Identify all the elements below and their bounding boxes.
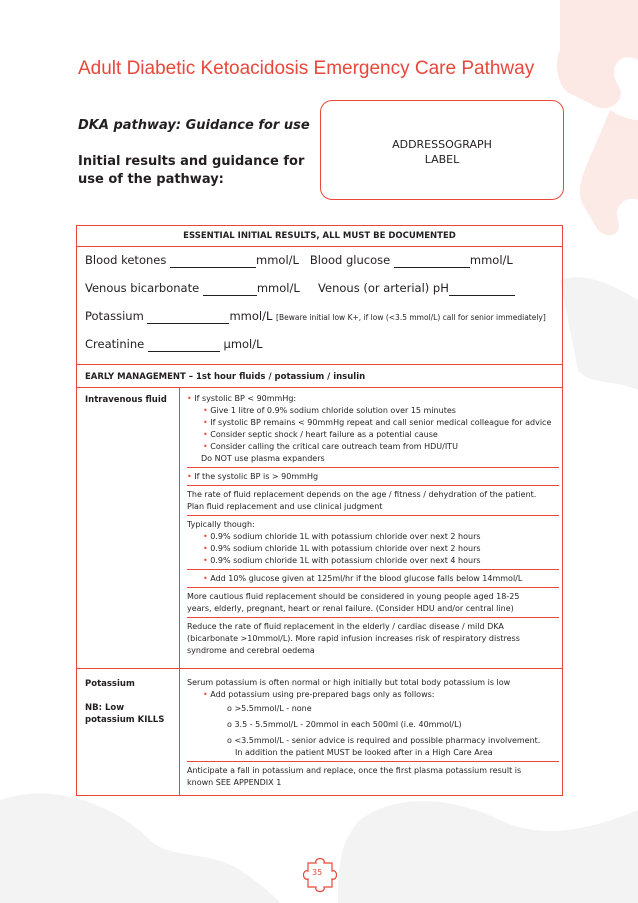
iv-line: More cautious fluid replacement should be considered in young people aged 18-25 <box>187 592 520 601</box>
pot-line: o >5.5mmol/L - none <box>227 704 312 713</box>
early-management-header: EARLY MANAGEMENT – 1st hour fluids / potassium / insulin <box>77 364 562 388</box>
bicarb-unit: mmol/L <box>256 281 300 295</box>
iv-line: Consider septic shock / heart failure as a potential cause <box>210 430 438 439</box>
addressograph-box <box>320 100 564 200</box>
bicarb-field[interactable] <box>203 281 257 296</box>
pot-line: In addition the patient MUST be looked after in a High Care Area <box>235 748 493 757</box>
iv-line: years, elderly, pregnant, heart or renal failure. (Consider HDU and/or central line) <box>187 604 514 613</box>
bullet-icon: • <box>203 442 208 451</box>
iv-line: Consider calling the critical care outreach team from HDU/ITU <box>210 442 458 451</box>
iv-line: If the systolic BP is > 90mmHg <box>194 472 319 481</box>
ketones-label: Blood ketones <box>85 253 167 267</box>
essential-results-header: ESSENTIAL INITIAL RESULTS, ALL MUST BE DOCUMENTED <box>77 226 562 247</box>
bullet-icon: • <box>203 418 208 427</box>
bullet-icon: • <box>203 532 208 541</box>
creatinine-label: Creatinine <box>85 337 145 351</box>
iv-line: 0.9% sodium chloride 1L with potassium chloride over next 2 hours <box>210 532 481 541</box>
iv-line: Give 1 litre of 0.9% sodium chloride solution over 15 minutes <box>210 406 456 415</box>
divider <box>187 467 559 468</box>
results-row-potassium <box>85 309 546 324</box>
divider <box>187 761 559 762</box>
iv-line: If systolic BP < 90mmHg: <box>194 394 297 403</box>
iv-line: Plan fluid replacement and use clinical judgment <box>187 502 383 511</box>
glucose-field[interactable] <box>394 253 470 268</box>
row-divider <box>77 668 562 669</box>
bicarb-label: Venous bicarbonate <box>85 281 200 295</box>
results-row-bicarb-ph <box>85 281 515 296</box>
results-row-creatinine <box>85 337 263 352</box>
pot-line: Serum potassium is often normal or high initially but total body potassium is low <box>187 678 511 687</box>
divider <box>187 485 559 486</box>
iv-line: 0.9% sodium chloride 1L with potassium chloride over next 2 hours <box>210 544 481 553</box>
bullet-icon: • <box>203 690 208 699</box>
iv-line: Typically though: <box>187 520 255 529</box>
divider <box>187 515 559 516</box>
iv-line: Add 10% glucose given at 125ml/hr if the blood glucose falls below 14mmol/L <box>210 574 523 583</box>
pot-line: known SEE APPENDIX 1 <box>187 778 282 787</box>
divider <box>187 587 559 588</box>
bullet-icon: • <box>187 472 192 481</box>
addressograph-line1: ADDRESSOGRAPH <box>392 138 492 151</box>
bullet-icon: • <box>203 556 208 565</box>
potassium-section-label <box>85 678 164 726</box>
glucose-label: Blood glucose <box>309 253 391 267</box>
subtitle-initial-results: Initial results and guidance for use of the pathway: <box>78 154 305 187</box>
column-divider <box>179 388 180 796</box>
bullet-icon: • <box>203 430 208 439</box>
iv-line: Reduce the rate of fluid replacement in the elderly / cardiac disease / mild DKA <box>187 622 504 631</box>
iv-fluid-content <box>187 393 559 657</box>
iv-line: The rate of fluid replacement depends on the age / fitness / dehydration of the patient. <box>187 490 537 499</box>
divider <box>187 617 559 618</box>
divider <box>187 569 559 570</box>
bullet-icon: • <box>203 544 208 553</box>
pot-line: Add potassium using pre-prepared bags only as follows: <box>210 690 435 699</box>
iv-line: (bicarbonate >10mmol/L). More rapid infusion increases risk of respiratory distress <box>187 634 520 643</box>
bullet-icon: • <box>187 394 192 403</box>
ph-label: Venous (or arterial) pH <box>318 281 449 295</box>
page-number: 35 <box>312 868 323 877</box>
iv-line: Do NOT use plasma expanders <box>201 454 325 463</box>
addressograph-line2: LABEL <box>424 153 460 166</box>
pathway-table <box>76 225 563 796</box>
potassium-title: Potassium <box>85 679 135 689</box>
pot-line: Anticipate a fall in potassium and replace, once the first plasma potassium result is <box>187 766 522 775</box>
potassium-unit: mmol/L <box>229 309 273 323</box>
potassium-warning: [Beware initial low K+, if low (<3.5 mmol/L) call for senior immediately] <box>276 313 546 322</box>
iv-line: If systolic BP remains < 90mmHg repeat and call senior medical colleague for advice <box>210 418 552 427</box>
ketones-unit: mmol/L <box>256 253 299 267</box>
potassium-field[interactable] <box>147 309 229 324</box>
potassium-nb-line2: potassium KILLS <box>85 715 165 725</box>
creatinine-field[interactable] <box>148 337 220 352</box>
subtitle-guidance: DKA pathway: Guidance for use <box>78 118 310 133</box>
pot-line: o <3.5mmol/L - senior advice is required and possible pharmacy involvement. <box>227 736 541 745</box>
results-row-ketones-glucose <box>85 253 513 268</box>
iv-line: 0.9% sodium chloride 1L with potassium chloride over next 4 hours <box>210 556 481 565</box>
bullet-icon: • <box>203 406 208 415</box>
glucose-unit: mmol/L <box>469 253 513 267</box>
ph-field[interactable] <box>449 281 515 296</box>
iv-fluid-label: Intravenous fluid <box>85 395 167 405</box>
page-title: Adult Diabetic Ketoacidosis Emergency Care Pathway <box>78 58 535 79</box>
ketones-field[interactable] <box>170 253 256 268</box>
bullet-icon: • <box>203 574 208 583</box>
iv-line: syndrome and cerebral oedema <box>187 646 315 655</box>
potassium-content <box>187 677 559 789</box>
creatinine-unit: µmol/L <box>223 337 263 351</box>
potassium-label: Potassium <box>85 309 144 323</box>
potassium-nb-line1: NB: Low <box>85 703 125 713</box>
pot-line: o 3.5 - 5.5mmol/L - 20mmol in each 500ml (i.e. 40mmol/L) <box>227 720 462 729</box>
